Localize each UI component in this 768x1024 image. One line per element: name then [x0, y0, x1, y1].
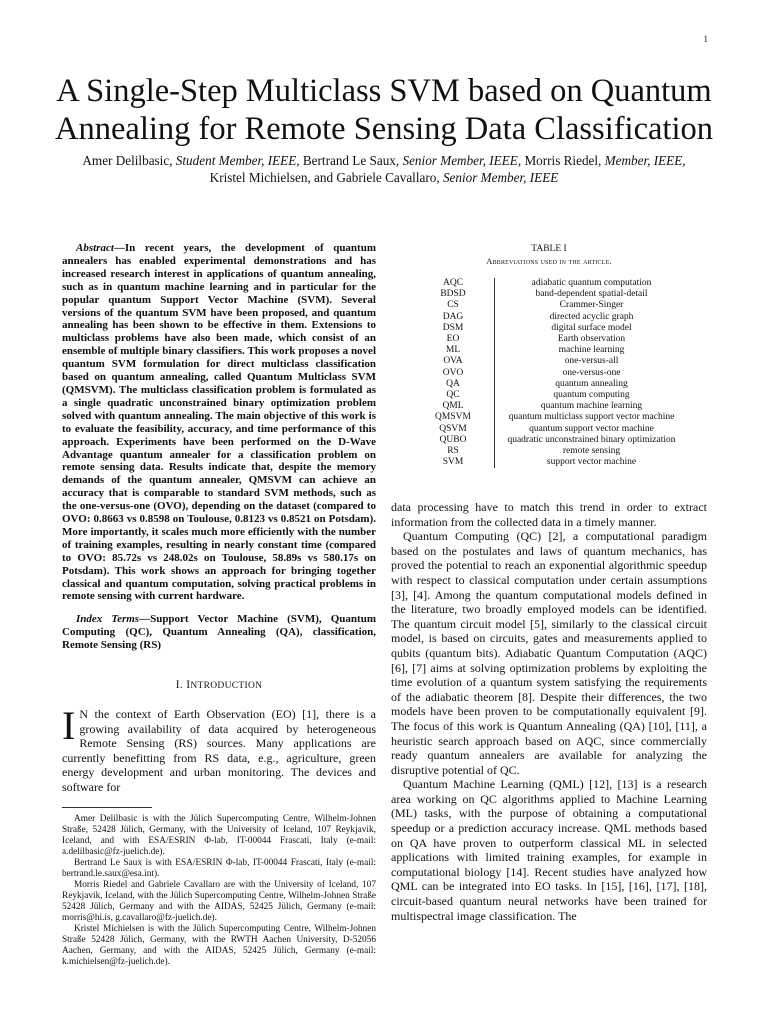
intro-paragraph — [62, 703, 376, 795]
table-row — [412, 435, 688, 446]
def-cell: adiabatic quantum computation — [531, 278, 652, 288]
abbr-cell: DAG — [412, 312, 495, 323]
body-paragraph: Quantum Machine Learning (QML) [12], [13] is a research area working on QC algorithms applied to Machine Learning (ML) tasks, with the purpose of obtaining a computational speedup or a prediction accuracy increase. QML methods based on QA have proven to outperform classical ML in selected applications with limited training examples, for example in computational biology [14]. Recent studies have analyzed how QML can be integrated into EO tasks. In [15], [16], [17], [18], circuit-based quantum neural networks have been trained for multispectral image classification. The — [391, 777, 707, 923]
abbr-cell: QMSVM — [412, 412, 495, 423]
author-name: Bertrand Le Saux, — [302, 153, 400, 168]
def-cell: Earth observation — [557, 334, 626, 345]
table-row — [412, 278, 688, 289]
table-row — [412, 323, 688, 334]
table-row — [412, 334, 688, 345]
left-column — [62, 242, 376, 968]
abstract — [62, 242, 376, 603]
author-role: Senior Member, IEEE — [442, 170, 559, 185]
def-cell: quadratic unconstrained binary optimization — [507, 434, 676, 445]
table-label: TABLE I — [531, 244, 567, 254]
footnote-rule — [62, 807, 152, 808]
drop-cap: I — [62, 703, 76, 749]
def-cell: quantum computing — [553, 390, 630, 401]
body-paragraph: Quantum Computing (QC) [2], a computational paradigm based on the postulates and laws of quantum mechanics, has proved the potential to reach an exponential algorithmic speedup with respect to classical computation under certain assumptions [3], [4]. Among the quantum computational models defined in the literature, two broadly employed models can be identified. The quantum circuit model [5], similarly to the classical circuit model, is based on circuits, gates and measurements applied to qubits (quantum bits). Adiabatic Quantum Computation (AQC) [6], [7] aims at solving optimization problems by exploiting the time evolution of a quantum system satisfying the requirements of the adiabatic theorem [8]. Despite their differences, the two models have been proven to be computationally equivalent [9]. The focus of this work is Quantum Annealing (QA) [10], [11], a heuristic search approach based on AQC, since commercially ready quantum annealers are available for analyzing the disruptive potential of QC. — [391, 529, 707, 777]
def-cell: digital surface model — [551, 322, 632, 333]
abbr-cell: DSM — [412, 323, 495, 334]
table-row — [412, 424, 688, 435]
table-caption — [391, 243, 707, 267]
abbr-cell: RS — [412, 446, 495, 457]
abbr-cell: CS — [412, 300, 495, 311]
abbr-cell: EO — [412, 334, 495, 345]
author-role: Member, IEEE, — [604, 153, 686, 168]
footnote: Morris Riedel and Gabriele Cavallaro are with the University of Iceland, 107 Reykjavik, Iceland, with the Jülich Supercomputing Centre, Wilhelm-Johnen Straße 52428 Jülich, Germany and with the AIDAS, 52425 Jülich, Germany (e-mail: morris@hi.is, g.cavallaro@fz-juelich.de). — [62, 879, 376, 923]
def-cell: directed acyclic graph — [549, 311, 634, 322]
paper-title: A Single-Step Multiclass SVM based on Quantum Annealing for Remote Sensing Data Classification — [55, 73, 713, 147]
abbr-cell: AQC — [412, 278, 495, 289]
def-cell: quantum multiclass support vector machine — [508, 412, 675, 423]
table-row — [412, 300, 688, 311]
def-cell: quantum support vector machine — [529, 423, 654, 434]
author-name: Kristel Michielsen, and Gabriele Cavallaro, — [209, 170, 440, 185]
table-row — [412, 457, 688, 468]
footnote: Amer Delilbasic is with the Jülich Supercomputing Centre, Wilhelm-Johnen Straße, 52428 Jülich, Germany, with the University of Iceland, 107 Reykjavik, Iceland, and with ESA/ESRIN Φ-lab, IT-00044 Frascati, Italy (e-mail: a.delilbasic@fz-juelich.de). — [62, 813, 376, 857]
section-numeral: I. — [175, 679, 184, 692]
abstract-text: —In recent years, the development of quantum annealers has enabled experimental demonstrations and has increased research interest in applications of quantum annealing, such as in quantum machine learning and in particular for the popular quantum Support Vector Machine (SVM). Several versions of the quantum SVM have been proposed, and quantum annealing has been shown to be effective in them. Extensions to multiclass problems have also been made, which consist of an ensemble of multiple binary classifiers. This work proposes a novel quantum SVM formulation for direct multiclass classification based on quantum annealing, called Quantum Multiclass SVM (QMSVM). The multiclass classification problem is formulated as a single quadratic unconstrained binary optimization problem solved with quantum annealing. The main objective of this work is to evaluate the feasibility, accuracy, and time performance of this approach. Experiments have been performed on the D-Wave Advantage quantum annealer for a classification problem on remote sensing data. Results indicate that, despite the memory demands of the quantum annealer, QMSVM can achieve an accuracy that is comparable to standard SVM methods, such as the one-versus-one (OVO), depending on the dataset (compared to OVO: 0.8663 vs 0.8598 on Toulouse, 0.8123 vs 0.8521 on Potsdam). More importantly, it scales much more efficiently with the number of training examples, resulting in nearly constant time (compared to OVO: 85.72s vs 248.02s on Toulouse, 58.89s vs 580.17s on Potsdam). This work shows an approach for bringing together classical and quantum computation, solving practical problems in remote sensing with current hardware. — [62, 242, 376, 603]
def-cell: quantum annealing — [555, 378, 628, 389]
table-row — [412, 345, 688, 356]
intro-text: N the context of Earth Observation (EO) [1], there is a growing availability of data acquired by heterogeneous Remote Sensing (RS) sources. Many applications are currently benefitting from RS data, e.g., agriculture, green energy development and urban monitoring. The devices and software for — [62, 707, 376, 795]
def-cell: quantum machine learning — [540, 401, 643, 412]
author-role: Student Member, IEEE, — [175, 153, 300, 168]
def-cell: remote sensing — [562, 446, 621, 457]
section-title-smallcaps: NTRODUCTION — [190, 681, 263, 692]
right-column — [391, 500, 707, 923]
table-row — [412, 412, 688, 423]
abbr-cell: QML — [412, 401, 495, 412]
table-row — [412, 368, 688, 379]
abbr-cell: QSVM — [412, 424, 495, 435]
author-name: Morris Riedel, — [524, 153, 602, 168]
table-row — [412, 401, 688, 412]
abbr-cell: OVO — [412, 368, 495, 379]
table-subcaption: Abbreviations used in the article. — [486, 256, 612, 266]
author-list — [40, 152, 728, 186]
section-first-letter: I — [186, 679, 191, 692]
def-cell: one-versus-all — [564, 356, 619, 367]
index-terms — [62, 613, 376, 652]
index-terms-lead: Index Terms — [76, 613, 140, 626]
abbr-cell: QC — [412, 390, 495, 401]
def-cell: band-dependent spatial-detail — [535, 289, 648, 300]
body-paragraph: data processing have to match this trend in order to extract information from the collected data in a timely manner. — [391, 500, 707, 529]
abbr-cell: QUBO — [412, 435, 495, 446]
def-cell: machine learning — [558, 345, 625, 356]
index-terms-text: —Support Vector Machine (SVM), Quantum Computing (QC), Quantum Annealing (QA), classification, Remote Sensing (RS) — [62, 613, 376, 652]
page-number: 1 — [703, 34, 708, 44]
abbr-cell: ML — [412, 345, 495, 356]
def-cell: one-versus-one — [562, 367, 621, 378]
abbr-cell: SVM — [412, 457, 495, 468]
abbr-cell: BDSD — [412, 289, 495, 300]
table-row — [412, 379, 688, 390]
table-row — [412, 356, 688, 367]
abbr-cell: OVA — [412, 356, 495, 367]
table-row — [412, 390, 688, 401]
abstract-lead: Abstract — [76, 242, 114, 254]
footnote: Bertrand Le Saux is with ESA/ESRIN Φ-lab, IT-00044 Frascati, Italy (e-mail: bertrand.le.saux@esa.int). — [62, 857, 376, 879]
table-row — [412, 446, 688, 457]
author-role: Senior Member, IEEE, — [402, 153, 522, 168]
footnote: Kristel Michielsen is with the Jülich Supercomputing Centre, Wilhelm-Johnen Straße 52428 Jülich, Germany, with the RWTH Aachen University, D-52056 Aachen, Germany, and with the AIDAS, 52425 Jülich, Germany (e-mail: k.michielsen@fz-juelich.de). — [62, 923, 376, 967]
def-cell: support vector machine — [546, 457, 637, 468]
table-row — [412, 312, 688, 323]
section-heading — [62, 678, 376, 693]
def-cell: Crammer-Singer — [559, 300, 624, 311]
abbr-cell: QA — [412, 379, 495, 390]
abbreviations-table — [412, 278, 688, 468]
author-name: Amer Delilbasic, — [82, 153, 173, 168]
table-row — [412, 289, 688, 300]
